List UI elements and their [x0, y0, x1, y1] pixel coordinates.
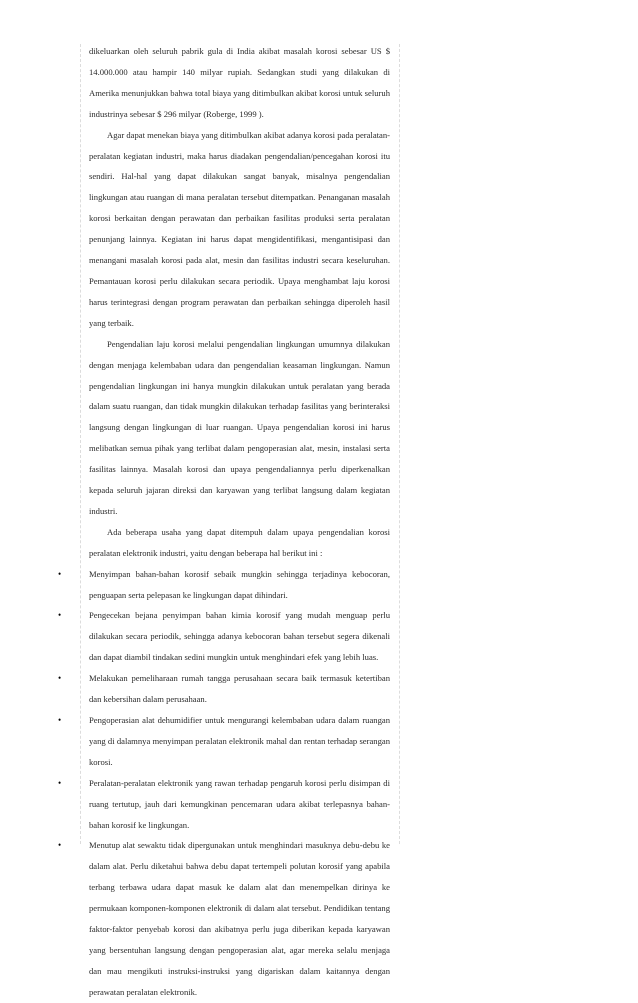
bullet-icon: •: [58, 673, 62, 684]
bullet-icon: •: [58, 777, 62, 788]
bullet-text: Melakukan pemeliharaan rumah tangga perusahaan secara baik termasuk ketertiban dan kebersihan dalam perusahaan.: [89, 673, 390, 705]
paragraph-1: dikeluarkan oleh seluruh pabrik gula di India akibat masalah korosi sebesar US $ 14.000.000 atau hampir 140 milyar rupiah. Sedangkan studi yang dilakukan di Amerika menunjukkan bahwa total biaya yang ditimbulkan akibat korosi untuk seluruh industrinya sebesar $ 296 milyar (Roberge, 1999 ).: [89, 46, 390, 119]
paragraph-2: Agar dapat menekan biaya yang ditimbulkan akibat adanya korosi pada peralatan-peralatan kegiatan industri, maka harus diadakan pengendalian/pencegahan korosi itu sendiri. Hal-hal yang dapat dilakukan sangat banyak, misalnya pengendalian lingkungan atau ruangan di mana peralatan tersebut ditempatkan. Penanganan masalah korosi berkaitan dengan perawatan dan perbaikan fasilitas produksi serta peralatan penunjang lainnya. Kegiatan ini harus dapat mengidentifikasi, mengantisipasi dan menangani masalah korosi pada alat, mesin dan fasilitas industri secara keseluruhan. Pemantauan korosi perlu dilakukan secara periodik. Upaya menghambat laju korosi harus terintegrasi dengan program perawatan dan perbaikan sehingga diperoleh hasil yang terbaik.: [89, 129, 390, 328]
document-body: [58, 41, 390, 1003]
paragraph-4: Ada beberapa usaha yang dapat ditempuh dalam upaya pengendalian korosi peralatan elektronik industri, yaitu dengan beberapa hal berikut ini :: [89, 526, 390, 558]
bullet-icon: •: [58, 610, 62, 621]
bullet-item: [58, 773, 390, 836]
bullet-text: Peralatan-peralatan elektronik yang rawan terhadap pengaruh korosi perlu disimpan di ruang tertutup, jauh dari kemungkinan pencemaran udara akibat terlepasnya bahan-bahan korosif ke lingkungan.: [89, 777, 390, 830]
bullet-icon: •: [58, 840, 62, 851]
bullet-item: [58, 564, 390, 606]
bullet-item: [58, 605, 390, 668]
bullet-item: [58, 668, 390, 710]
bullet-item: [58, 710, 390, 773]
bullet-text: Menyimpan bahan-bahan korosif sebaik mungkin sehingga terjadinya kebocoran, penguapan serta pelepasan ke lingkungan dapat dihindari.: [89, 568, 390, 600]
bullet-text: Pengecekan bejana penyimpan bahan kimia korosif yang mudah menguap perlu dilakukan secara periodik, sehingga adanya kebocoran bahan tersebut segera dikenali dan dapat diambil tindakan sedini mungkin untuk menghindari efek yang lebih luas.: [89, 610, 390, 663]
bullet-text: Menutup alat sewaktu tidak dipergunakan untuk menghindari masuknya debu-debu ke dalam alat. Perlu diketahui bahwa debu dapat tertempeli polutan korosif yang apabila terbang terbawa udara dapat masuk ke dalam alat dan menempelkan dirinya ke permukaan komponen-komponen elektronik di dalam alat tersebut. Pendidikan tentang faktor-faktor penyebab korosi dan akibatnya perlu juga diberikan kepada karyawan yang bersentuhan langsung dengan pengoperasian alat, agar mereka selalu menjaga dan mau mengikuti instruksi-instruksi yang digariskan dalam kaitannya dengan perawatan peralatan elektronik.: [89, 840, 390, 997]
bullet-icon: •: [58, 715, 62, 725]
bullet-item: [58, 835, 390, 1002]
bullet-text: Pengoperasian alat dehumidifier untuk mengurangi kelembaban udara dalam ruangan yang di dalamnya menyimpan peralatan elektronik mahal dan rentan terhadap serangan korosi.: [89, 715, 390, 767]
bullet-icon: •: [58, 568, 62, 579]
paragraph-3: Pengendalian laju korosi melalui pengendalian lingkungan umumnya dilakukan dengan menjaga kelembaban udara dan pengendalian keasaman lingkungan. Namun pengendalian lingkungan ini hanya mungkin dilakukan untuk peralatan yang berada dalam suatu ruangan, dan tidak mungkin dilakukan terhadap fasilitas yang berinteraksi langsung dengan lingkungan di luar ruangan. Upaya pengendalian korosi ini harus melibatkan semua pihak yang terlibat dalam pengoperasian alat, mesin, instalasi serta fasilitas lainnya. Masalah korosi dan upaya pengendaliannya perlu diperkenalkan kepada seluruh jajaran direksi dan karyawan yang terlibat langsung dalam kegiatan industri.: [89, 338, 390, 516]
